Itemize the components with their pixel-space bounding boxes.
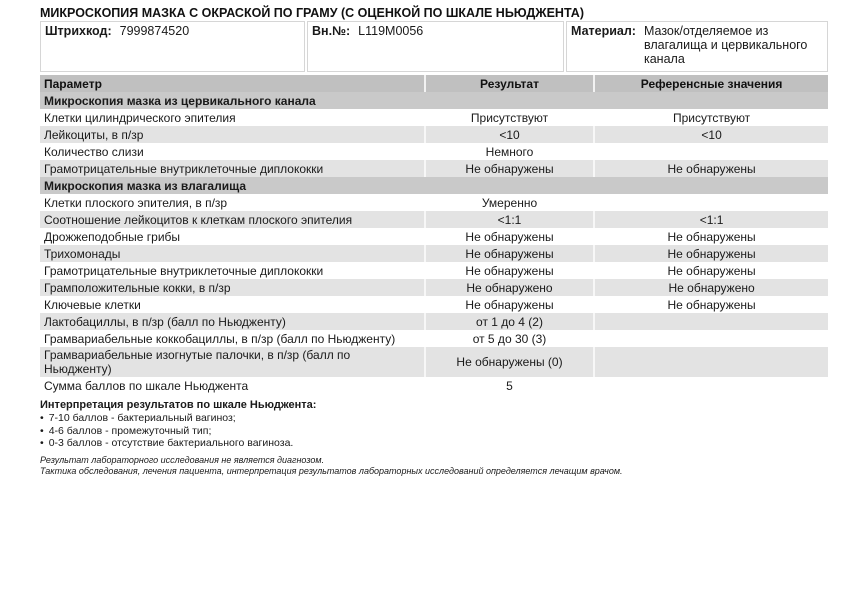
param-cell: Грамотрицательные внутриклеточные диплококки (40, 160, 424, 177)
table-row (40, 313, 828, 330)
result-cell: <1:1 (424, 211, 593, 228)
report-title: МИКРОСКОПИЯ МАЗКА С ОКРАСКОЙ ПО ГРАМУ (С ОЦЕНКОЙ ПО ШКАЛЕ НЬЮДЖЕНТА) (40, 6, 584, 20)
barcode-box (40, 21, 305, 72)
table-row (40, 143, 828, 160)
result-cell: Не обнаружено (424, 279, 593, 296)
disclaimer-notes (40, 455, 828, 478)
material-box (566, 21, 828, 72)
param-cell: Лактобациллы, в п/зр (балл по Ньюдженту) (40, 313, 424, 330)
disclaimer-line: Тактика обследования, лечения пациента, интерпретация результатов лабораторных исследований определяется лечащим врачом. (40, 466, 623, 476)
section-row-vaginal (40, 177, 828, 194)
table-row (40, 377, 828, 394)
param-cell: Ключевые клетки (44, 297, 141, 312)
table-header-row (40, 75, 828, 92)
reference-cell: Не обнаружены (667, 229, 756, 244)
report-page (40, 6, 828, 478)
table-row (40, 194, 828, 211)
disclaimer-line: Результат лабораторного исследования не является диагнозом. (40, 454, 325, 465)
param-cell: Лейкоциты, в п/зр (40, 126, 424, 143)
reference-cell (593, 347, 828, 377)
info-header (40, 21, 828, 72)
table-row (40, 347, 828, 377)
table-row (40, 109, 828, 126)
table-row (40, 160, 828, 177)
header-result: Результат (424, 75, 593, 92)
param-cell: Клетки цилиндрического эпителия (44, 110, 236, 125)
reference-cell: <10 (593, 126, 828, 143)
result-cell: от 1 до 4 (2) (424, 313, 593, 330)
reference-cell: Не обнаружены (667, 297, 756, 312)
result-cell: Не обнаружены (465, 297, 554, 312)
result-cell: Не обнаружены (465, 229, 554, 244)
interpretation-block (40, 398, 828, 450)
material-label: Материал: (571, 24, 636, 38)
result-cell: Не обнаружены (424, 245, 593, 262)
result-cell: Присутствуют (470, 110, 549, 125)
result-cell: Умеренно (481, 195, 538, 210)
reference-cell (593, 377, 828, 394)
barcode-value: 7999874520 (119, 24, 190, 38)
reference-cell: Присутствуют (672, 110, 751, 125)
result-cell: Не обнаружены (0) (424, 347, 593, 377)
param-cell: Трихомонады (40, 245, 424, 262)
table-row (40, 279, 828, 296)
reference-cell (593, 194, 828, 211)
internal-number-label: Вн.№: (312, 24, 351, 38)
param-cell: Грамположительные кокки, в п/зр (40, 279, 424, 296)
interpretation-list (40, 412, 828, 450)
interpretation-item: • 7-10 баллов - бактериальный вагиноз; (40, 412, 828, 425)
param-cell: Соотношение лейкоцитов к клеткам плоского эпителия (40, 211, 424, 228)
result-cell: <10 (424, 126, 593, 143)
param-cell: Клетки плоского эпителия, в п/зр (44, 195, 228, 210)
reference-cell: <1:1 (593, 211, 828, 228)
table-row (40, 262, 828, 279)
interpretation-item: • 0-3 баллов - отсутствие бактериального вагиноза. (40, 437, 828, 450)
param-cell: Количество слизи (44, 144, 144, 159)
param-cell: Сумма баллов по шкале Ньюджента (44, 378, 249, 393)
table-row (40, 126, 828, 143)
result-cell: 5 (506, 378, 513, 393)
section-row-cervical (40, 92, 828, 109)
result-cell: Не обнаружены (424, 160, 593, 177)
reference-cell (593, 143, 828, 160)
result-cell: Не обнаружены (465, 263, 554, 278)
reference-cell: Не обнаружены (667, 263, 756, 278)
reference-cell (593, 313, 828, 330)
param-cell: Грамотрицательные внутриклеточные диплококки (44, 263, 324, 278)
result-cell: от 5 до 30 (3) (472, 331, 547, 346)
table-row (40, 330, 828, 347)
interpretation-title: Интерпретация результатов по шкале Ньюджента: (40, 399, 317, 411)
table-row (40, 245, 828, 262)
internal-number-value: L119M0056 (358, 24, 424, 38)
section-title: Микроскопия мазка из цервикального канала (40, 92, 828, 109)
param-cell: Дрожжеподобные грибы (44, 229, 181, 244)
material-value: Мазок/отделяемое из влагалища и цервикального канала (643, 24, 808, 66)
reference-cell: Не обнаружены (593, 160, 828, 177)
section-title: Микроскопия мазка из влагалища (40, 177, 828, 194)
results-table (40, 75, 828, 394)
result-cell: Немного (485, 144, 534, 159)
reference-cell (593, 330, 828, 347)
interpretation-item: • 4-6 баллов - промежуточный тип; (40, 425, 828, 438)
table-row (40, 228, 828, 245)
reference-cell: Не обнаружены (593, 245, 828, 262)
reference-cell: Не обнаружено (593, 279, 828, 296)
header-parameter: Параметр (40, 75, 424, 92)
header-reference: Референсные значения (593, 75, 828, 92)
param-cell: Грамвариабельные изогнутые палочки, в п/зр (балл по Ньюдженту) (40, 347, 424, 377)
barcode-label: Штрихкод: (45, 24, 112, 38)
table-row (40, 211, 828, 228)
internal-number-box (307, 21, 564, 72)
param-cell: Грамвариабельные коккобациллы, в п/зр (балл по Ньюдженту) (44, 331, 396, 346)
table-row (40, 296, 828, 313)
